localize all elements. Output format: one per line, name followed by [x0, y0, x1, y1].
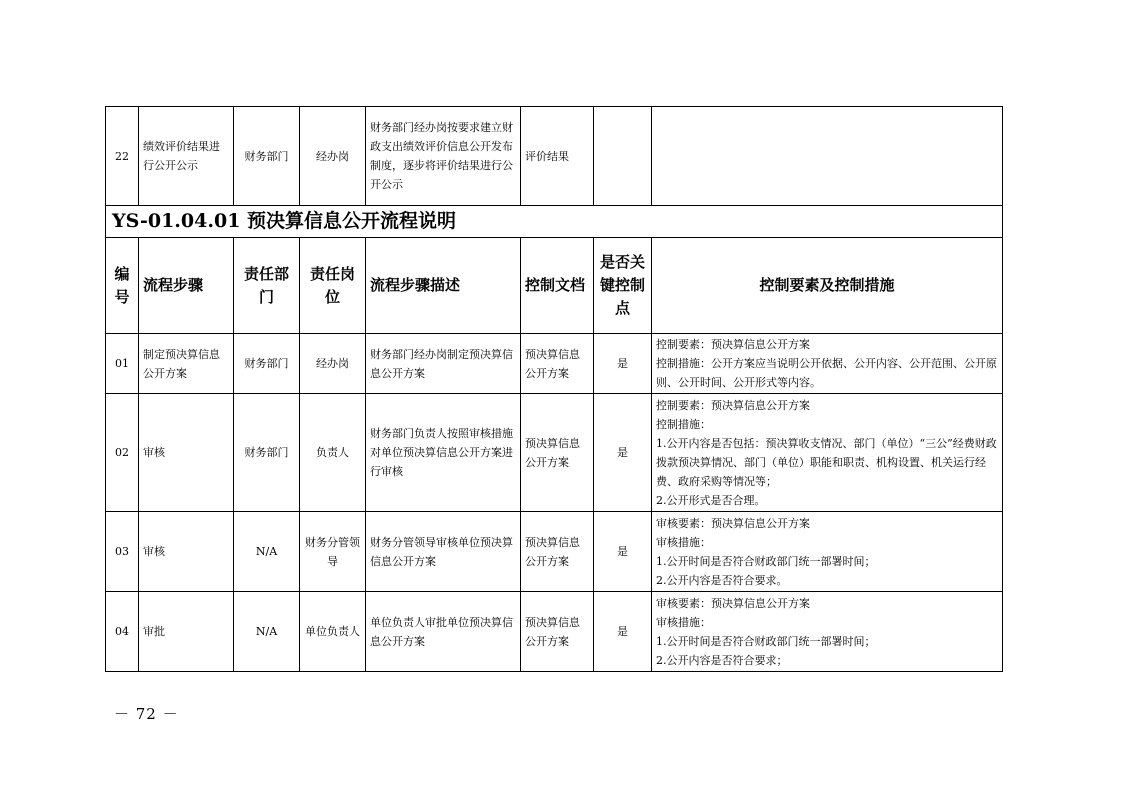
measure-line: 控制措施：	[656, 417, 711, 431]
cell-post: 财务分管领导	[300, 512, 366, 592]
measure-line: 1.公开内容是否包括：预决算收支情况、部门（单位）“三公”经费财政拨款预决算情况、部门（单位）职能和职责、机构设置、机关运行经费、政府采购等情况等；	[656, 436, 997, 488]
measure-line: 审核措施：	[656, 615, 711, 629]
header-post: 责任岗位	[300, 238, 366, 334]
measure-line: 控制要素：预决算信息公开方案	[656, 338, 810, 351]
table-row-prev	[106, 107, 1003, 206]
measure-line: 审核要素：预决算信息公开方案	[656, 596, 810, 610]
cell-no: 03	[106, 512, 139, 592]
table-header-row	[106, 238, 1003, 334]
cell-no: 04	[106, 592, 139, 672]
cell-step: 制定预决算信息公开方案	[139, 334, 234, 394]
measure-line: 1.公开时间是否符合财政部门统一部署时间；	[656, 634, 876, 648]
cell-step: 绩效评价结果进行公开公示	[139, 107, 234, 206]
measure-line: 审核要素：预决算信息公开方案	[656, 516, 810, 530]
measure-line: 审核措施：	[656, 535, 711, 549]
measure-line: 2.公开内容是否符合要求；	[656, 653, 788, 667]
cell-post: 经办岗	[300, 107, 366, 206]
cell-desc: 单位负责人审批单位预决算信息公开方案	[366, 592, 521, 672]
cell-key: 是	[594, 512, 652, 592]
cell-measure	[652, 394, 1003, 512]
header-desc: 流程步骤描述	[366, 238, 521, 334]
cell-measure	[652, 512, 1003, 592]
measure-line: 2.公开内容是否符合要求。	[656, 573, 788, 587]
cell-post: 单位负责人	[300, 592, 366, 672]
header-doc: 控制文档	[521, 238, 594, 334]
section-title-row	[106, 206, 1003, 238]
section-title: YS-01.04.01 预决算信息公开流程说明	[106, 206, 1003, 238]
measure-line: 控制要素：预决算信息公开方案	[656, 398, 810, 412]
cell-key	[594, 107, 652, 206]
table-row	[106, 592, 1003, 672]
table-row	[106, 512, 1003, 592]
cell-dept: 财务部门	[234, 334, 300, 394]
cell-measure	[652, 592, 1003, 672]
header-dept: 责任部门	[234, 238, 300, 334]
header-no: 编号	[106, 238, 139, 334]
header-step: 流程步骤	[139, 238, 234, 334]
cell-step: 审核	[139, 394, 234, 512]
cell-no: 01	[106, 334, 139, 394]
cell-no: 22	[106, 107, 139, 206]
cell-doc: 预决算信息公开方案	[521, 512, 594, 592]
cell-desc: 财务部门经办岗制定预决算信息公开方案	[366, 334, 521, 394]
cell-measure	[652, 334, 1003, 394]
table-row	[106, 334, 1003, 394]
page-number: － 72 －	[114, 705, 179, 723]
table-row	[106, 394, 1003, 512]
measure-line: 控制措施：公开方案应当说明公开依据、公开内容、公开范围、公开原则、公开时间、公开形式等内容。	[656, 357, 997, 389]
cell-key: 是	[594, 334, 652, 394]
cell-doc: 预决算信息公开方案	[521, 334, 594, 394]
cell-dept: N/A	[234, 592, 300, 672]
cell-key: 是	[594, 592, 652, 672]
cell-step: 审核	[139, 512, 234, 592]
header-key: 是否关键控制点	[594, 238, 652, 334]
cell-dept: N/A	[234, 512, 300, 592]
cell-doc: 评价结果	[521, 107, 594, 206]
process-table	[105, 106, 1003, 672]
measure-line: 2.公开形式是否合理。	[656, 493, 766, 507]
cell-doc: 预决算信息公开方案	[521, 592, 594, 672]
cell-dept: 财务部门	[234, 394, 300, 512]
cell-post: 负责人	[300, 394, 366, 512]
cell-key: 是	[594, 394, 652, 512]
cell-measure	[652, 107, 1003, 206]
cell-post: 经办岗	[300, 334, 366, 394]
cell-desc: 财务分管领导审核单位预决算信息公开方案	[366, 512, 521, 592]
cell-doc: 预决算信息公开方案	[521, 394, 594, 512]
cell-step: 审批	[139, 592, 234, 672]
cell-desc: 财务部门负责人按照审核措施对单位预决算信息公开方案进行审核	[366, 394, 521, 512]
measure-line: 1.公开时间是否符合财政部门统一部署时间；	[656, 554, 876, 568]
header-measure: 控制要素及控制措施	[652, 238, 1003, 334]
cell-desc: 财务部门经办岗按要求建立财政支出绩效评价信息公开发布制度，逐步将评价结果进行公开公示	[366, 107, 521, 206]
cell-no: 02	[106, 394, 139, 512]
cell-dept: 财务部门	[234, 107, 300, 206]
